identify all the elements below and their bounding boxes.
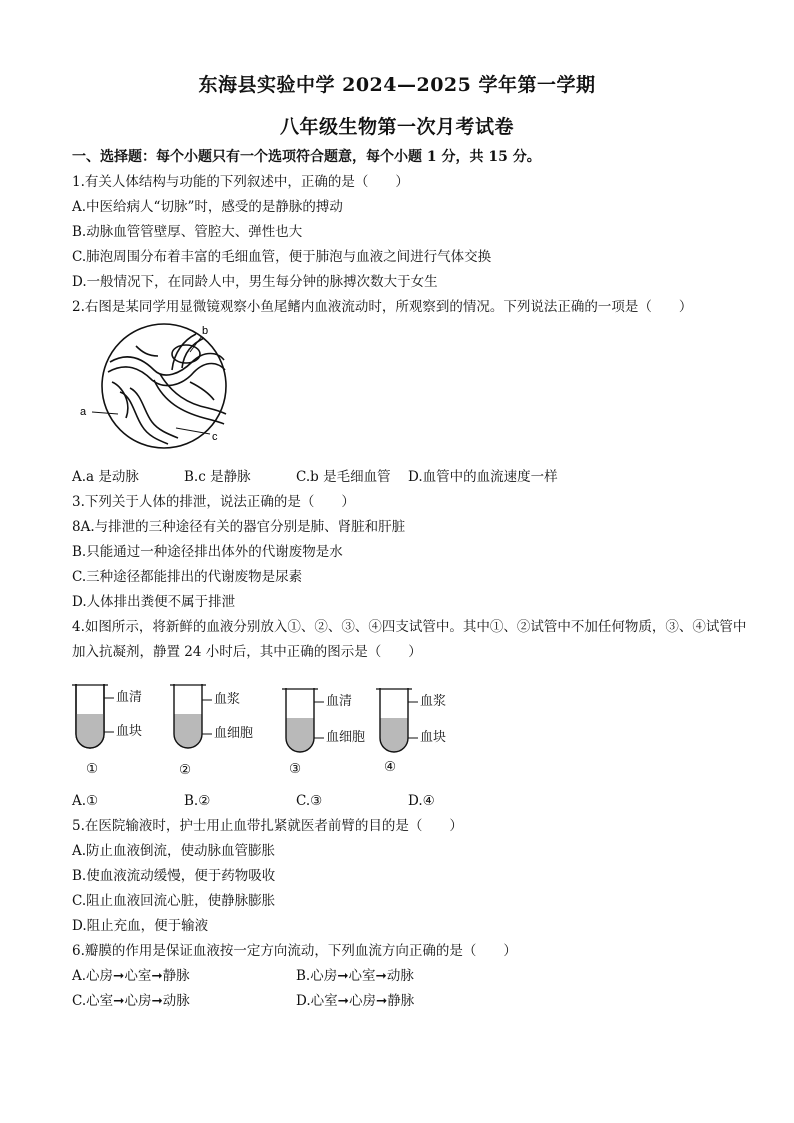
exam-subtitle: 八年级生物第一次月考试卷	[279, 116, 514, 138]
question-1-stem: 1.有关人体结构与功能的下列叙述中，正确的是（ ）	[72, 174, 409, 190]
question-5-stem: 5.在医院输液时，护士用止血带扎紧就医者前臂的目的是（ ）	[72, 818, 463, 834]
question-1-option-c: C.肺泡周围分布着丰富的毛细血管，便于肺泡与血液之间进行气体交换	[72, 249, 492, 265]
question-3-option-d: D.人体排出粪便不属于排泄	[72, 594, 236, 610]
question-3-option-c: C.三种途径都能排出的代谢废物是尿素	[72, 569, 303, 585]
question-6-option-b: B.心房➞心室➞动脉	[296, 968, 414, 984]
question-6-option-d: D.心室➞心房➞静脉	[296, 993, 415, 1009]
tube-1-number: ①	[86, 761, 99, 777]
question-6-option-c: C.心室➞心房➞动脉	[72, 993, 190, 1009]
question-5-option-d: D.阻止充血，便于输液	[72, 918, 209, 934]
question-2-stem: 2.右图是某同学用显微镜观察小鱼尾鳍内血液流动时，所观察到的情况。下列说法正确的一项是（ ）	[72, 299, 693, 315]
tube-4-top-label: 血浆	[420, 694, 447, 709]
tube-3-number: ③	[289, 761, 302, 777]
tube-3-top-label: 血清	[326, 694, 353, 709]
tube-4-bottom-label: 血块	[420, 730, 447, 745]
tube-1-top-label: 血清	[116, 690, 143, 705]
question-4-option-a: A.①	[72, 793, 99, 809]
exam-title: 东海县实验中学 2024—2025 学年第一学期	[198, 74, 596, 96]
blood-vessel-diagram	[102, 324, 226, 448]
question-5-option-c: C.阻止血液回流心脏，使静脉膨胀	[72, 893, 276, 909]
question-2-option-d: D.血管中的血流速度一样	[408, 469, 558, 485]
section-heading: 一、选择题：每个小题只有一个选项符合题意，每个小题 1 分，共 15 分。	[72, 149, 541, 165]
question-4-option-d: D.④	[408, 793, 435, 809]
question-3-option-b: B.只能通过一种途径排出体外的代谢废物是水	[72, 544, 343, 560]
question-4-option-c: C.③	[296, 793, 323, 809]
question-2-option-b: B.c 是静脉	[184, 469, 251, 485]
question-2-option-c: C.b 是毛细血管	[296, 469, 391, 485]
tube-3-bottom-label: 血细胞	[326, 730, 366, 745]
figure-label-a: a	[80, 406, 87, 418]
tube-1-bottom-label: 血块	[116, 724, 143, 739]
tube-2-bottom-label: 血细胞	[214, 726, 254, 741]
question-1-option-d: D.一般情况下，在同龄人中，男生每分钟的脉搏次数大于女生	[72, 274, 438, 290]
figure-label-b: b	[202, 325, 209, 337]
question-3-stem: 3.下列关于人体的排泄，说法正确的是（ ）	[72, 494, 355, 510]
question-4-stem-line2: 加入抗凝剂，静置 24 小时后，其中正确的图示是（ ）	[72, 644, 422, 660]
tube-4-number: ④	[384, 759, 397, 775]
figure-label-c: c	[212, 431, 218, 443]
question-2-option-a: A.a 是动脉	[72, 469, 139, 485]
question-4-option-b: B.②	[184, 793, 211, 809]
tube-2-top-label: 血浆	[214, 692, 241, 707]
question-4-stem-line1: 4.如图所示，将新鲜的血液分别放入①、②、③、④四支试管中。其中①、②试管中不加任何物质，③、④试管中	[72, 619, 747, 635]
question-1-option-b: B.动脉血管管壁厚、管腔大、弹性也大	[72, 224, 303, 240]
question-6-option-a: A.心房➞心室➞静脉	[72, 968, 190, 984]
question-6-stem: 6.瓣膜的作用是保证血液按一定方向流动，下列血流方向正确的是（ ）	[72, 943, 517, 959]
question-5-option-a: A.防止血液倒流，使动脉血管膨胀	[72, 843, 276, 859]
tube-2-number: ②	[179, 762, 192, 778]
microscope-figure	[72, 322, 232, 452]
question-1-option-a: A.中医给病人“切脉”时，感受的是静脉的搏动	[72, 199, 343, 215]
question-5-option-b: B.使血液流动缓慢，便于药物吸收	[72, 868, 276, 884]
question-3-option-a: 8A.与排泄的三种途径有关的器官分别是肺、肾脏和肝脏	[72, 519, 406, 535]
